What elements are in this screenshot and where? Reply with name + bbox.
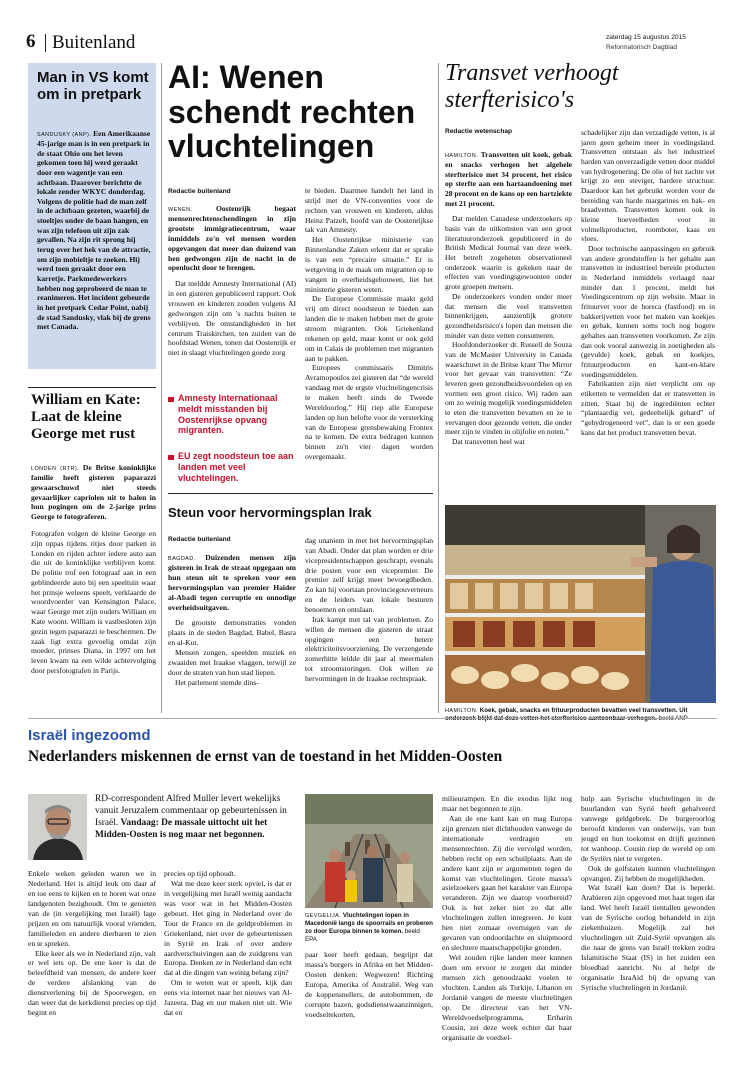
transvet-p6: Door technische aanpassingen en gebruik van andere grondstoffen is het gehalte aan transvetten in industrieel bereide producten in Nederland inmiddels verlaagd naar minder dan 1 procent, meldt het Voedingscentrum op zijn website. Maar in frituurvet voor de horeca (fastfood) en in bakkerijvetten voor het maken van koekjes en gebak, kunnen soms toch nog hogere gehaltes aan transvetten voorkomen. Ze zijn dan ook vooral aanwezig in zoetigheden als (gevulde) koek, gebak en koekjes, frituurproducten en kant-en-klare voedingsmiddelen. [581,244,715,379]
israel-p8: Aan de ene kant kan en mag Europa zijn grenzen niet dichthouden vanwege de internationale verdragen en mensenrechten. Zij die vervolgd worden, hebben recht op een schuilplaats. Aan de andere kant zijn er argumenten tegen de komst van vluchtelingen. Grote massa's asielzoekers gaan het karakter van Europa veranderen. Zijn we daarop voorbereid? Ook is het zeker niet zo dat alle vluchtelingen zullen integreren. Je kunt hen niet zomaar overtuigen van de gevaren van ondoordachte en sluipmoord en slechtere maatschappelijke gronden. [442,813,572,953]
israel-p11: Ook de golfstaten kunnen vluchtelingen opvangen. Zij hebben de mogelijkheden. [581,863,715,883]
col-divider-1 [161,63,162,713]
william-rule [28,387,156,388]
irak-p2: Mensen zongen, speelden muziek en zwaaiden met Iraakse vlaggen, terwijl ze door de straten van hun stad liepen. [168,648,296,677]
section-name: Buitenland [52,32,136,53]
israel-p9: Wel zouden rijke landen meer kunnen doen om ervoor te zorgen dat minder mensen zich genoodzaakt voelen te vluchten. Landen als Turkije, Libanon en Jordanië vangen de meeste vluchtelingen op. De directeur van het VN-Wereldvoedselprogramma, Ertharin Cousin, zei deze week echter dat haar organisatie de voedsel- [442,953,572,1042]
irak-byline: Redactie buitenland [168,536,231,543]
refugee-photo [305,794,433,908]
transvet-p3: Hoofdonderzoeker dr. Russell de Souza van de McMaster University in Canada waarschuwt in de Britse krant The Mirror voor het gevaar van transvetten: “Ze leveren geen gezondheidsvoordelen op en vormen een groot risico. Wij raden aan om zo weinig mogelijk voedingsmiddelen te eten die transvetten bevatten en ze te vervangen door gezonde vetten, die onder meer zijn te vinden in olijfolie en noten.” [445,340,572,437]
transvet-headline: Transvet verhoogt sterfterisico's [445,60,619,113]
israel-p7: milieurampen. En die exodus lijkt nog maar net begonnen te zijn. [442,794,572,813]
ai-p4: De Europese Commissie maakt geld vrij om direct noodsteun te bieden aan landen die te maken hebben met de grote stroom migranten. Ook Griekenland rekenen op geld, maar komt er ook geld om in Calais de problemen met migranten aan te pakken. [305,294,433,363]
irak-col1 [168,553,296,687]
supermarket-caption-loc: HAMILTON. [445,708,479,714]
vs-headline: Man in VS komt om in pretpark [37,69,149,103]
refugee-caption-credit: beeld EPA [305,928,420,944]
transvet-col1 [445,150,572,447]
vs-dateline: SANDUSKY (ANP). [37,132,92,138]
ai-headline: AI: Wenen schendt rechten vluchtelingen [168,59,416,165]
supermarket-photo [445,505,716,703]
irak-p5: Irak kampt met tal van problemen. Zo willen de mensen die gisteren de straat opgingen een betere elektriciteitsvoorziening. De verzengende zomerhitte leidde dit jaar al meermalen tot stroomstoringen. Ook willen ze hervormingen in de Iraakse rechtspraak. [305,614,433,684]
col-divider-2 [438,63,439,713]
israel-col3 [305,950,433,1020]
ai-dateline: WENEN. [168,207,193,213]
israel-headline: Nederlanders miskennen de ernst van de toestand in het Midden-Oosten [28,748,503,765]
ai-p2: te bieden. Daarmee handelt het land in strijd met de VN-conventies voor de rechten van vrouwen en kinderen, aldus Heinz Patzelt, hoofd van de Oostenrijkse tak van Amnesty. [305,186,433,235]
israel-p12: Wat Israël kan doen? Dat is beperkt. Arabieren zijn opgevoed met haat tegen dat land. Wel heeft Israël tientallen gewonden van de Syrische oorlog behandeld in zijn ziekenhuizen. Mogelijk zal het vluchtelingen uit Zuid-Syrië opvangen als die naar de grens van Israël trekken zodra Islamitische Staat (IS) in het zuiden een bloedbad aanricht. Nu al helpt de organisatie IsraAid bij de opvang van Syrische vluchtelingen in Jordanië. [581,883,715,992]
supermarket-caption-text: Koek, gebak, snacks en frituurproducten bevatten veel transvetten. Uit [479,707,688,714]
irak-col2 [305,536,433,684]
refugee-caption-text: Vluchtelingen lopen in Macedonië langs de spoorrails en proberen zo door Europa binnen te komen. [305,912,433,936]
transvet-p4: Dat transvetten heel wat [452,436,525,446]
israel-p6: paar keer heeft gedaan, begrijpt dat massa's burgers in Afrika en het Midden-Oosten denken: Wegwezen! Richting Europa, Amerika of Australië. Weg van de koppensnellers, de autobommen, de corrupte bazen, godsdienstwaanzinnigen, voedseltekorten, [305,950,433,1019]
william-headline: William en Kate: Laat de kleine George met rust [31,392,141,442]
ai-byline: Redactie buitenland [168,188,231,195]
ai-bullet1: Amnesty Internationaal meldt misstanden bij Oostenrijkse opvang migranten. [178,393,278,436]
israel-p3: precies op tijd ophoudt. [164,869,236,878]
refugee-caption [305,912,433,944]
supermarket-shelves [445,505,716,703]
ai-bullet2-marker [168,455,174,460]
ai-p3: Het Oostenrijkse ministerie van Binnenlandse Zaken erkent dat er sprake is van een “precaire situatie.” Er is wetgeving in de maak om migranten op te vangen in overheidsgebouwen, liet het ministerie gisteren weten. [305,235,434,294]
irak-p3: Het parlement stemde dins- [175,677,259,687]
israel-p2: Elke keer als we in Nederland zijn, valt er wel iets op. De ene keer is dat de beleefdheid van mensen, de andere keer de verdere afslanking van de dienstverlening bij de Spoorwegen, en dan weer dat de kerkdienst precies op tijd begint en [28,948,156,1018]
irak-headline: Steun voor hervormingsplan Irak [168,505,372,520]
refugees-on-rails [305,794,433,908]
irak-lead: Duizenden mensen zijn gisteren in Irak de straat opgegaan om hun steun uit te spreken voor een hervormingsplan van premier Haider al-Abadi tegen corruptie en onnodige overheidsuitgaven. [168,553,296,612]
transvet-p1: Dat melden Canadese onderzoekers op basis van de uitkomsten van een groot literatuuronderzoek gepubliceerd in de British Medical Journal van deze week. Het betreft zogeheten observationeel onderzoek waarin is gekeken naar de effecten van voedingsgewoonten onder grote groepen mensen. [445,214,572,292]
israel-intro-text: RD-correspondent Alfred Muller levert wekelijks vanuit Jeruzalem commentaar op gebeurtenissen in Israël. [95,794,287,828]
page-date: zaterdag 15 augustus 2015 [606,34,686,41]
refugee-caption-loc: GEVGELIJA. [305,913,342,919]
israel-intro [95,794,287,842]
william-dateline: LONDEN (RTR). [31,466,80,472]
ai-lead: Oostenrijk begaat mensenrechtenschendingen in zijn grootste immigratiecentrum, waar inmiddels zo'n vel mensen worden opgevangen dat meer dan duizend van hen gedwongen zijn de nacht in de openlucht door te brengen. [168,204,296,273]
israel-p10: hulp aan Syrische vluchtelingen in de buurlanden van Syrië heeft gehalveerd vanwege geldgebrek. De burgeroorlog beroofd kinderen van onderwijs, van hun jeugd en hun toekomst en drijft gezinnen tot wanhoop. Cousin riep de wereld op om de Syriërs niet te vergeten. [581,794,715,863]
vs-lead: Een Amerikaanse 45-jarige man is in een pretpark in de staat Ohio om het leven gekomen toen hij werd geraakt door een wagentje van een achtbaan. Daarover berichtte de lokale zender WKYC donderdag. Volgens de politie had de man zelf in de achtbaan gezeten, waarbij de stoeltjes onder de baan hangen, en was zijn telefoon uit zijn zak gevallen. Na zijn rit sprong hij terug over het hek van de attractie, om zijn mobieltje te zoeken. Hij werd toen geraakt door een karretje. Parkmedewerkers hebben nog geprobeerd de man te reanimeren. Het incident gebeurde in het pretpark Cedar Point, nabij de stad Sandusky, vlak bij de grens met Canada. [37,129,151,332]
israel-col1 [28,869,156,1018]
ai-bullet1-marker [168,397,174,402]
transvet-byline: Redactie wetenschap [445,128,513,135]
supermarket-caption [445,707,717,723]
transvet-p7: Fabrikanten zijn niet verplicht om op etiketten te vermelden dat er transvetten in zitten. Staat bij de ingrediënten echter “plantaardig vet, gedeeltelijk gehard” of “gehydrogeneerd vet”, dan is er een goede kans dat het product transvetten bevat. [581,379,715,437]
ai-col1 [168,204,296,358]
israel-intro-bold: Vandaag: De massale uittocht uit het Midden-Oosten is nog maar net begonnen. [95,817,268,840]
israel-rule [28,718,717,719]
william-lead: De Britse koninklijke familie heeft gisteren paparazzi gewaarschuwd niet steeds gevaarlijker capriolen uit te halen in hun pogingen om de 2-jarige prins George te fotograferen. [31,463,156,522]
irak-p1: De grootste demonstraties vonden plaats in de steden Bagdad, Babel, Basra en al-Kut. [168,618,296,648]
columnist-portrait [28,794,87,860]
transvet-dateline: HAMILTON. [445,153,479,159]
israel-p4: Wat me deze keer sterk opviel, is dat er in vergelijking met Israël weinig aandacht was voor wat in het Midden-Oosten gebeurt. Het ging in Nederland over de Tour de France en de geldproblemen in Griekenland, niet over de gebeurtenissen in Syrië en Irak of over andere aardverschuivingen aan de zuidgrens van Europa. Denken ze in Nederland dan echt dat al die dingen van weinig belang zijn? [164,878,292,978]
israel-kicker: Israël ingezoomd [28,727,151,744]
ai-p5: Europees commissaris Dimitris Avramopoulos zei gisteren dat “de wereld vandaag met de ergste vluchtelingencrisis te maken heeft sinds de Tweede Wereldoorlog.” Hij riep alle Europese landen op hun beloftе voor de versterking van de Europese grensbewaking Frontex na te komen. De extra bedragen kunnen binnen zo'n vier dagen worden overgemaakt. [305,363,433,462]
israel-col5 [581,794,715,993]
page-number: 6 [26,31,36,52]
transvet-lead: Transvetten uit koek, gebak en snacks verhogen het algehele sterfterisico met 34 procent, het risico op sterfte aan een hartaandoening met 28 procent en de kans op een hartziekte met 21 procent. [445,150,572,208]
ai-col2 [305,186,433,462]
william-body [31,463,156,676]
israel-p1: Enkele weken geleden waren we in Nederland. Het is altijd leuk om daar af en toe eens te kijken en te horen wat onze landgenoten bezighoudt. Om te genieten van de (in vergelijking met Israël) lage prijzen en om natuurlijk vooral vrienden, familieleden en andere dierbaren te zien en te spreken. [28,869,156,948]
irak-p4: dag unaniem in met het hervormingsplan van Abadi. Onder dat plan worden er drie vicepresidentschappen geschrapt, evenals drie posten voor een vicepremier. De premier zelf krijgt meer bevoegdheden. Zo kan hij voortaan provinciegouverneurs en de leiders van lokale besturen benoemen en ontslaan. [305,536,433,615]
ai-bullet2: EU zegt noodsteun toe aan landen met veel vluchtelingen. [178,451,294,483]
transvet-col2 [581,128,715,438]
william-p1: Fotografen volgen de kleine George en zijn oppas tijdens ritjes door parken in Londen en rijden achter iedere auto aan die uit de koninklijke verblijven komt. De politie trof een fotograaf aan in een geblindeerde auto bij een speeltuin waar het prinsje weleens speelt, verklaarde de woordvoerder van Kensington Palace, waar George met zijn ouders William en Kate woont. William is vastbesloten zijn gezin tegen paparazzi te beschermen. De zaak ligt extra gevoelig omdat zijn moeder, prinses Diana, in 1997 om het leven kwam na een wilde achtervolging door persfotografen in Parijs. [31,529,156,675]
ai-p1: Dat meldde Amnesty International (AI) in een gisteren gepubliceerd rapport. Ook vrouwen en kinderen zouden volgens AI gedwongen zijn om 's nachts buiten te verblijven. De omstandigheden in het centrum Traiskirchen, ten zuiden van de hoofdstad Wenen, tonen dat Oostenrijk er niet in slaagt vluchtelingen goede zorg [168,279,296,358]
irak-dateline: BAGDAD. [168,556,196,562]
header-divider [45,34,46,52]
israel-col2 [164,869,292,1018]
irak-rule [168,493,433,494]
israel-col4 [442,794,572,1042]
transvet-p5: schadelijker zijn dan verzadigde vetten, is al jaren geen geheim meer in voedingsland. Transvetten ontstaan als het industrieel harden van onverzadigde vetten door middel van hydrogenering. De olie of het zachte vet krijgt zo een steviger, hardere structuur. Daardoor kan het gebruikt worden voor de bereiding van harde margarines en bak- en braadvetten. Transvetten komen ook in kleine hoeveelheden voor in volmelkproducten, roomboter, kaas en vlees. [581,128,715,244]
transvet-p2: De onderzoekers vonden onder meer dat mensen die veel transvetten binnenkrijgen, aanzienlijk grotere gezondheidsrisico's lopen dan mensen die minder van deze vetten consumeren. [445,291,572,340]
vs-body [37,129,152,332]
columnist-photo [28,794,87,860]
israel-p5: Om te weten wat er speelt, kijk dan eens via internet naar het nieuws van Al-Jazeera. Dag en uur maken niet uit. Wie dat en [164,978,292,1018]
paper-name: Reformatorisch Dagblad [606,44,678,51]
